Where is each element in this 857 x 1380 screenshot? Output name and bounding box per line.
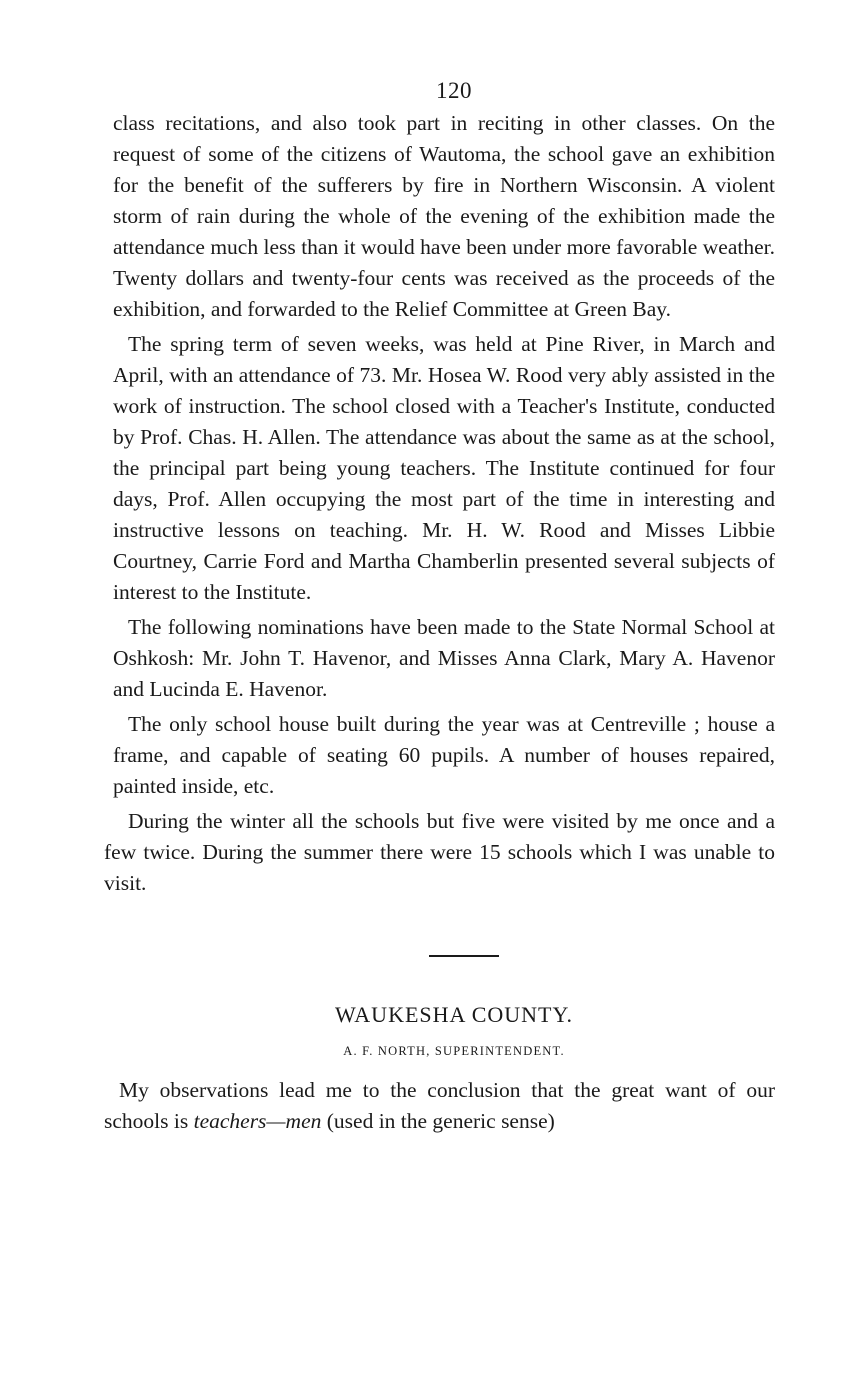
section-title: WAUKESHA COUNTY. (334, 1002, 574, 1027)
section-subtitle: A. F. NORTH, SUPERINTENDENT. (343, 1044, 565, 1058)
document-page (104, 78, 775, 1141)
observations-text-end: (used in the generic sense) (321, 1109, 555, 1133)
paragraph-spring-term: The spring term of seven weeks, was held at Pine River, in March and April, with an attendance of 73. Mr. Hosea W. Rood very ably assisted in the work of instruction. The school closed with a Teacher's Institute, conducted by Prof. Chas. H. Allen. The attendance was about the same as at the school, the principal part being young teachers. The Institute continued for four days, Prof. Allen occupying the most part of the time in interesting and instructive lessons on teaching. Mr. H. W. Rood and Misses Libbie Courtney, Carrie Ford and Martha Chamberlin presented several subjects of interest to the Institute. (113, 332, 775, 604)
section-divider (429, 955, 499, 957)
paragraph-visits: During the winter all the schools but five were visited by me once and a few twice. During the summer there were 15 schools which I was unable to visit. (104, 809, 775, 895)
paragraph-exhibition: class recitations, and also took part in reciting in other classes. On the request of some of the citizens of Wautoma, the school gave an exhibition for the benefit of the sufferers by fire in Northern Wisconsin. A violent storm of rain during the whole of the evening of the exhibition made the attendance much less than it would have been under more favorable weather. Twenty dollars and twenty-four cents was received as the proceeds of the exhibition, and forwarded to the Relief Committee at Green Bay. (113, 111, 775, 321)
paragraph-observations (104, 1075, 775, 1137)
observations-text-start: My observations lead me to the conclusion that the great want of our schools is (104, 1078, 775, 1133)
observations-italic: teachers—men (193, 1109, 322, 1133)
page-number: 120 (436, 78, 472, 103)
paragraph-school-house: The only school house built during the year was at Centreville ; house a frame, and capable of seating 60 pupils. A number of houses repaired, painted inside, etc. (113, 712, 775, 798)
paragraph-nominations: The following nominations have been made to the State Normal School at Oshkosh: Mr. John T. Havenor, and Misses Anna Clark, Mary A. Havenor and Lucinda E. Havenor. (113, 615, 775, 701)
